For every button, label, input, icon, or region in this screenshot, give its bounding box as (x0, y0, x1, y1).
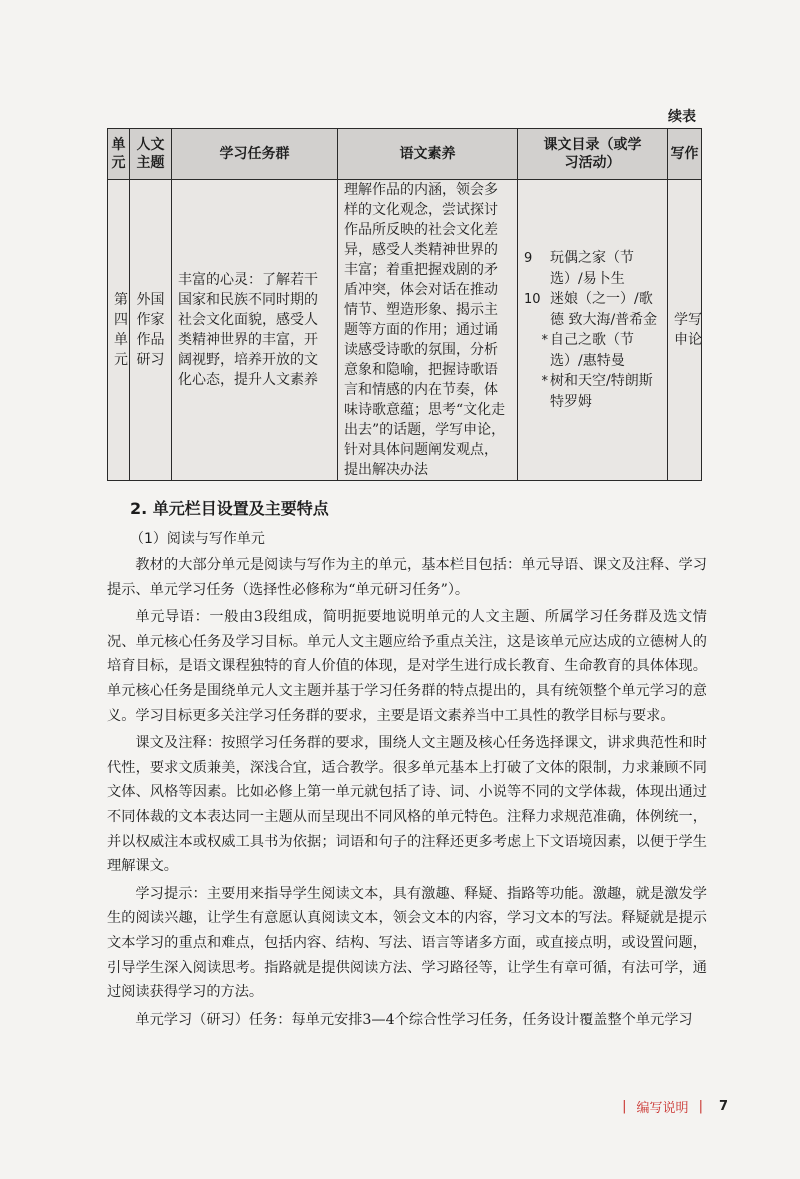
cell-task-group: 丰富的心灵：了解若干国家和民族不同时期的社会文化面貌，感受人类精神世界的丰富，开阔视野，培养开放的文化心态，提升人文素养 (172, 180, 338, 481)
header-task-group: 学习任务群 (172, 129, 338, 180)
table-header-row (108, 129, 702, 180)
header-writing: 写作 (668, 129, 702, 180)
section-title: 2. 单元栏目设置及主要特点 (130, 499, 329, 518)
cell-writing: 学写申论 (668, 180, 702, 481)
header-theme: 人文主题 (130, 129, 172, 180)
paragraph: 学习提示：主要用来指导学生阅读文本，具有激趣、释疑、指路等功能。激趣，就是激发学生的阅读兴趣，让学生有意愿认真阅读文本，领会文本的内容，学习文本的写法。释疑就是提示文本学习的重点和难点，包括内容、结构、写法、语言等诸多方面，或直接点明，或设置问题，引导学生深入阅读思考。指路就是提供阅读方法、学习路径等，让学生有章可循，有法可学，通过阅读获得学习的方法。 (107, 885, 707, 1001)
subsection-title: （1）阅读与写作单元 (130, 531, 265, 547)
page-number: 7 (718, 1099, 728, 1114)
footer-divider-left: | (622, 1099, 627, 1114)
header-lesson-list: 课文目录（或学习活动） (518, 129, 668, 180)
continued-label: 续表 (668, 109, 696, 125)
table-row (108, 180, 702, 481)
footer-divider-right: | (698, 1099, 703, 1114)
unit-table (107, 128, 702, 481)
footer-label: 编写说明 (636, 1101, 689, 1116)
paragraph: 单元导语：一般由3段组成，简明扼要地说明单元的人文主题、所属学习任务群及选文情况、单元核心任务及学习目标。单元人文主题应给予重点关注，这是该单元应达成的立德树人的培育目标，是语文课程独特的育人价值的体现，是对学生进行成长教育、生命教育的具体体现。单元核心任务是围绕单元人文主题并基于学习任务群的特点提出的，具有统领整个单元学习的意义。学习目标更多关注学习任务群的要求，主要是语文素养当中工具性的教学目标与要求。 (107, 609, 707, 724)
lesson-item: 9 玩偶之家（节选）/易卜生 (524, 250, 634, 287)
header-literacy: 语文素养 (338, 129, 518, 180)
lesson-item: * 树和天空/特朗斯特罗姆 (541, 373, 653, 410)
lesson-item: * 自己之歌（节选）/惠特曼 (541, 332, 634, 369)
header-unit: 单元 (108, 129, 130, 180)
paragraph: 教材的大部分单元是阅读与写作为主的单元，基本栏目包括：单元导语、课文及注释、学习提示、单元学习任务（选择性必修称为“单元研习任务”）。 (107, 557, 707, 598)
cell-literacy: 理解作品的内涵，领会多样的文化观念，尝试探讨作品所反映的社会文化差异，感受人类精神世界的丰富；着重把握戏剧的矛盾冲突，体会对话在推动情节、塑造形象、揭示主题等方面的作用；通过诵读感受诗歌的氛围，分析意象和隐喻，把握诗歌语言和情感的内在节奏，体味诗歌意蕴；思考“文化走出去”的话题，学写申论，针对具体问题阐发观点，提出解决办法 (338, 180, 518, 481)
cell-unit: 第四单元 (108, 180, 130, 481)
cell-theme: 外国作家作品研习 (130, 180, 172, 481)
paragraph: 单元学习（研习）任务：每单元安排3—4个综合性学习任务，任务设计覆盖整个单元学习 (135, 1011, 693, 1028)
lesson-item: 10 迷娘（之一）/歌德 致大海/普希金 (524, 291, 658, 328)
body-text (107, 553, 707, 1035)
cell-lessons (518, 180, 668, 481)
page-footer (622, 1097, 728, 1116)
paragraph: 课文及注释：按照学习任务群的要求，围绕人文主题及核心任务选择课文，讲求典范性和时代性，要求文质兼美，深浅合宜，适合教学。很多单元基本上打破了文体的限制，力求兼顾不同文体、风格等因素。比如必修上第一单元就包括了诗、词、小说等不同的文学体裁，体现出通过不同体裁的文本表达同一主题从而呈现出不同风格的单元特色。注释力求规范准确，体例统一，并以权威注本或权威工具书为依据；词语和句子的注释还更多考虑上下文语境因素，以便于学生理解课文。 (107, 735, 707, 875)
